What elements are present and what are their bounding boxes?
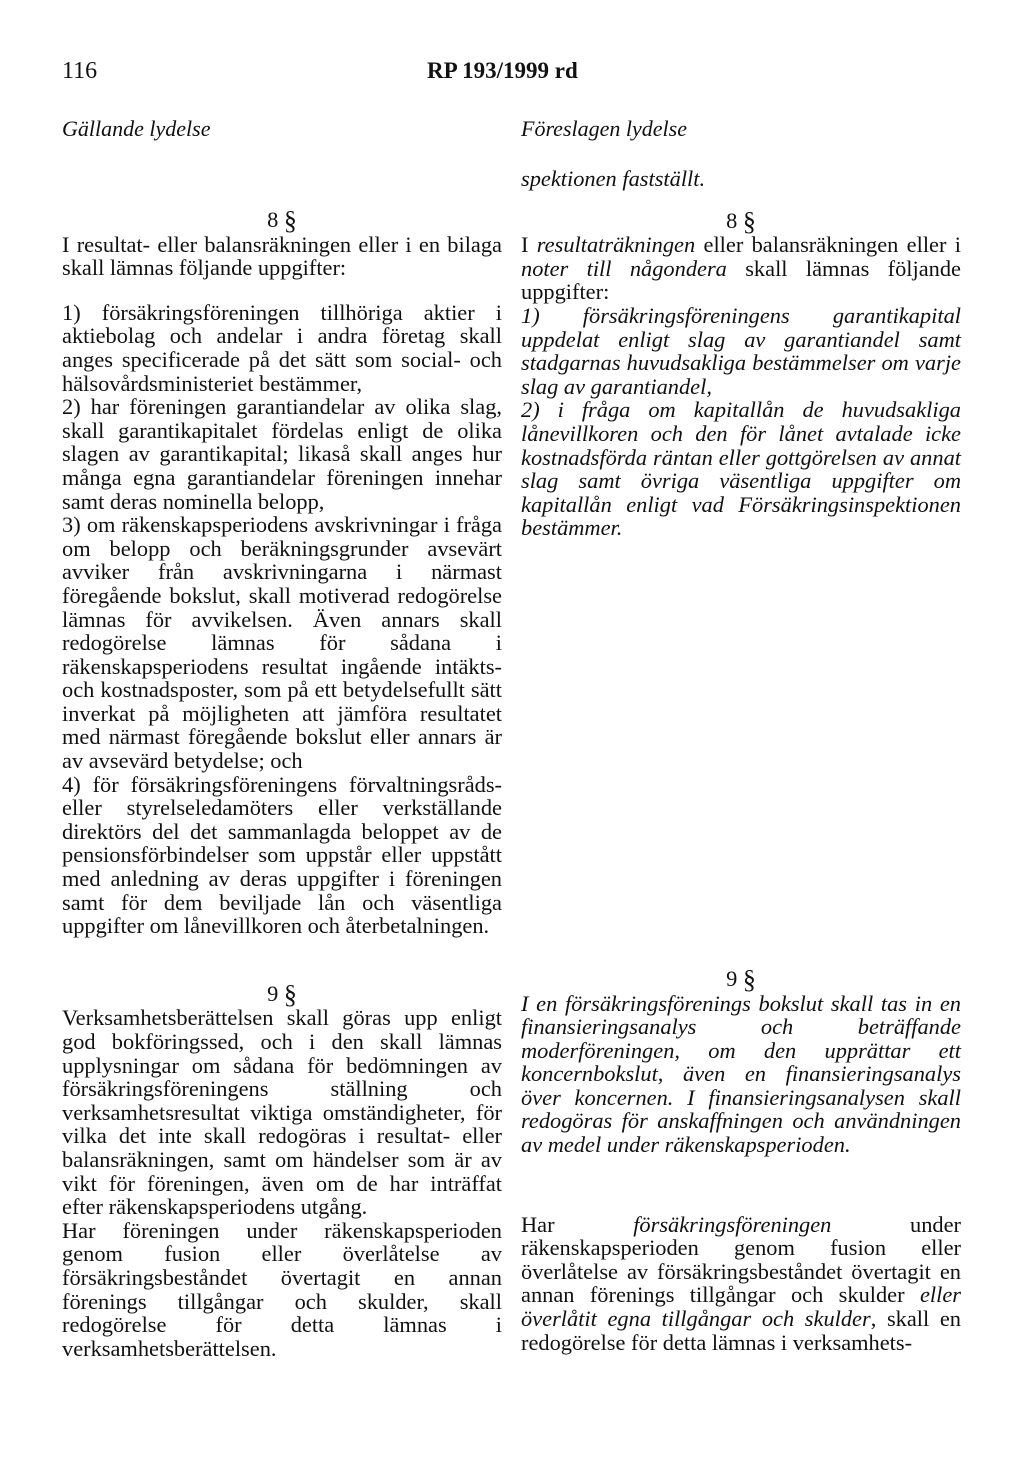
text-run: skall lämnas följande uppgifter: — [521, 255, 961, 305]
section-8-item-1: 1) försäkringsföreningen tillhöriga aktier i aktiebolag och andelar i andra företag skall anges specificerade på det sätt som social- och hälsovårdsministeriet bestämmer, — [62, 299, 502, 396]
section-9-paragraph-1: Verksamhetsberättelsen skall göras upp enligt god bokföringssed, och i den skall lämnas upplysningar om sådana för bedömningen av försäkringsföreningens ställning och verksamhetsresultat viktiga omständigheter, för vilka det inte skall redogöras i resultat- eller balansräkningen, samt om händelser som är av vikt för föreningen, även om de har inträffat efter räkenskapsperiodens utgång. — [62, 1005, 502, 1220]
section-number: 9 — [267, 980, 279, 1006]
section-8-item-2: 2) har föreningen garantiandelar av olika slag, skall garantikapitalet fördelas enligt de olika slagen av garantikapital; likaså skall anges hur många egna garantiandelar föreningen innehar samt deras nominella belopp, — [62, 394, 502, 514]
left-column — [62, 208, 502, 1360]
section-8-heading — [62, 208, 502, 233]
section-number: 8 — [726, 207, 738, 233]
text-run-italic: noter till någondera — [521, 255, 727, 281]
section-9-paragraph-2 — [521, 1213, 961, 1355]
text-run: I — [521, 232, 537, 258]
section-8-item-4: 4) för försäkringsföreningens förvaltningsråds- eller styrelseledamöters eller verkställande direktörs del det sammanlagda beloppet av de pensionsförbindelser som uppstår eller uppstått med anledning av deras uppgifter i föreningen samt för dem beviljade lån och väsentliga uppgifter om lånevillkoren och återbetalningen. — [62, 771, 502, 939]
column-heading-current: Gällande lydelse — [62, 116, 211, 141]
section-symbol: § — [283, 206, 297, 235]
section-symbol: § — [742, 206, 756, 236]
section-8-intro — [521, 233, 961, 304]
section-8-item-3: 3) om räkenskapsperiodens avskrivningar i fråga om belopp och beräkningsgrunder avsevärt avviker från avskrivningarna i närmast föregående bokslut, skall motiverad redogörelse lämnas för avvikelsen. Även annars skall redogörelse lämnas för sådana i räkenskapsperiodens resultat ingående intäkts- och kostnadsposter, som på ett betydelsefullt sätt inverkat på möjligheten att jämföra resultatet med närmast föregående bokslut eller annars är av avsevärd betydelse; och — [62, 512, 502, 774]
section-number: 9 — [726, 965, 738, 991]
text-run-italic: försäkringsföreningen — [633, 1211, 832, 1237]
text-run: , skall en redogörelse för detta lämnas i verksamhets- — [521, 1306, 961, 1355]
text-run-italic: eller överlåtit egna tillgångar och skulder — [521, 1282, 961, 1332]
section-8-item-1: 1) försäkringsföreningens garantikapital uppdelat enligt slag av garantiandel samt stadgarnas huvudsakliga bestämmelser om varje slag av garantiandel, — [521, 302, 961, 399]
page-number: 116 — [62, 58, 98, 84]
section-symbol: § — [742, 964, 756, 994]
section-9-heading — [62, 979, 502, 1009]
text-run: Har — [521, 1211, 634, 1237]
right-column — [521, 167, 961, 1354]
section-8-intro: I resultat- eller balansräkningen eller i en bilaga skall lämnas följande uppgifter: — [62, 231, 502, 281]
section-number: 8 — [267, 207, 279, 232]
section-8-heading — [521, 206, 961, 236]
section-9-heading — [521, 964, 961, 994]
text-run: under räkenskapsperioden genom fusion eller överlåtelse av försäkringsbeståndet övertagit en annan förenings tillgångar och skulder — [521, 1211, 961, 1308]
column-heading-proposed: Föreslagen lydelse — [521, 116, 687, 141]
section-9-paragraph-2: Har föreningen under räkenskapsperioden genom fusion eller överlåtelse av försäkringsbeståndet övertagit en annan förenings tillgångar och skulder, skall redogörelse för detta lämnas i verksamhetsberättelsen. — [62, 1217, 502, 1361]
text-run-italic: resultaträkningen — [536, 232, 696, 258]
carry-over-text: spektionen fastställt. — [521, 166, 706, 191]
section-symbol: § — [283, 979, 297, 1009]
section-9-paragraph-1: I en försäkringsförenings bokslut skall tas in en finansieringsanalys och beträffande moderföreningen, om den upprättar ett koncernbokslut, även en finansieringsanalys över koncernen. I finansieringsanalysen skall redogöras för anskaffningen och användningen av medel under räkenskapsperioden. — [521, 990, 961, 1158]
text-run: eller balansräkningen eller i — [695, 232, 961, 258]
section-8-item-2: 2) i fråga om kapitallån de huvudsakliga lånevillkoren och den för lånet avtalade icke kostnadsförda räntan eller gottgörelsen av annat slag samt övriga väsentliga uppgifter om kapitallån enligt vad Försäkringsinspektionen bestämmer. — [521, 397, 961, 541]
document-reference: RP 193/1999 rd — [427, 58, 578, 83]
